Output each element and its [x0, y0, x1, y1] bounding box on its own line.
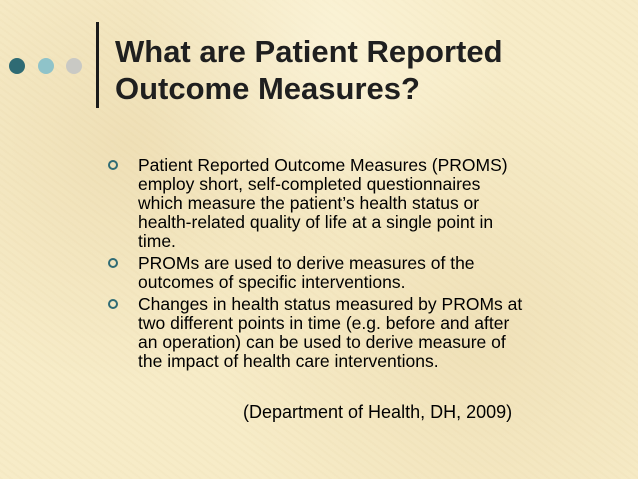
dot-light-icon — [38, 58, 54, 74]
bullet-line: time. — [138, 231, 176, 251]
bullet-line: Patient Reported Outcome Measures (PROMS) — [138, 155, 508, 175]
bullet-list — [108, 156, 608, 374]
slide-title-line-1: What are Patient Reported — [115, 34, 503, 69]
slide-title — [115, 33, 615, 107]
bullet-line: PROMs are used to derive measures of the — [138, 253, 475, 273]
bullet-line: outcomes of specific interventions. — [138, 272, 406, 292]
bullet-item — [108, 254, 608, 292]
bullet-line: an operation) can be used to derive measure of — [138, 332, 506, 352]
ring-bullet-icon — [108, 160, 118, 170]
bullet-line: employ short, self-completed questionnaires — [138, 174, 481, 194]
bullet-item — [108, 295, 608, 371]
bullet-line: health-related quality of life at a single point in — [138, 212, 494, 232]
dot-dark-icon — [9, 58, 25, 74]
ring-bullet-icon — [108, 258, 118, 268]
ring-bullet-icon — [108, 299, 118, 309]
title-divider — [96, 22, 99, 108]
decorative-dots — [9, 58, 81, 76]
slide-title-line-2: Outcome Measures? — [115, 71, 420, 106]
bullet-line: Changes in health status measured by PROMs at — [138, 294, 523, 314]
citation: (Department of Health, DH, 2009) — [243, 402, 513, 422]
bullet-line: which measure the patient’s health status or — [138, 193, 480, 213]
bullet-line: two different points in time (e.g. before and after — [138, 313, 510, 333]
dot-grey-icon — [66, 58, 82, 74]
bullet-item — [108, 156, 608, 251]
bullet-line: the impact of health care interventions. — [138, 351, 439, 371]
